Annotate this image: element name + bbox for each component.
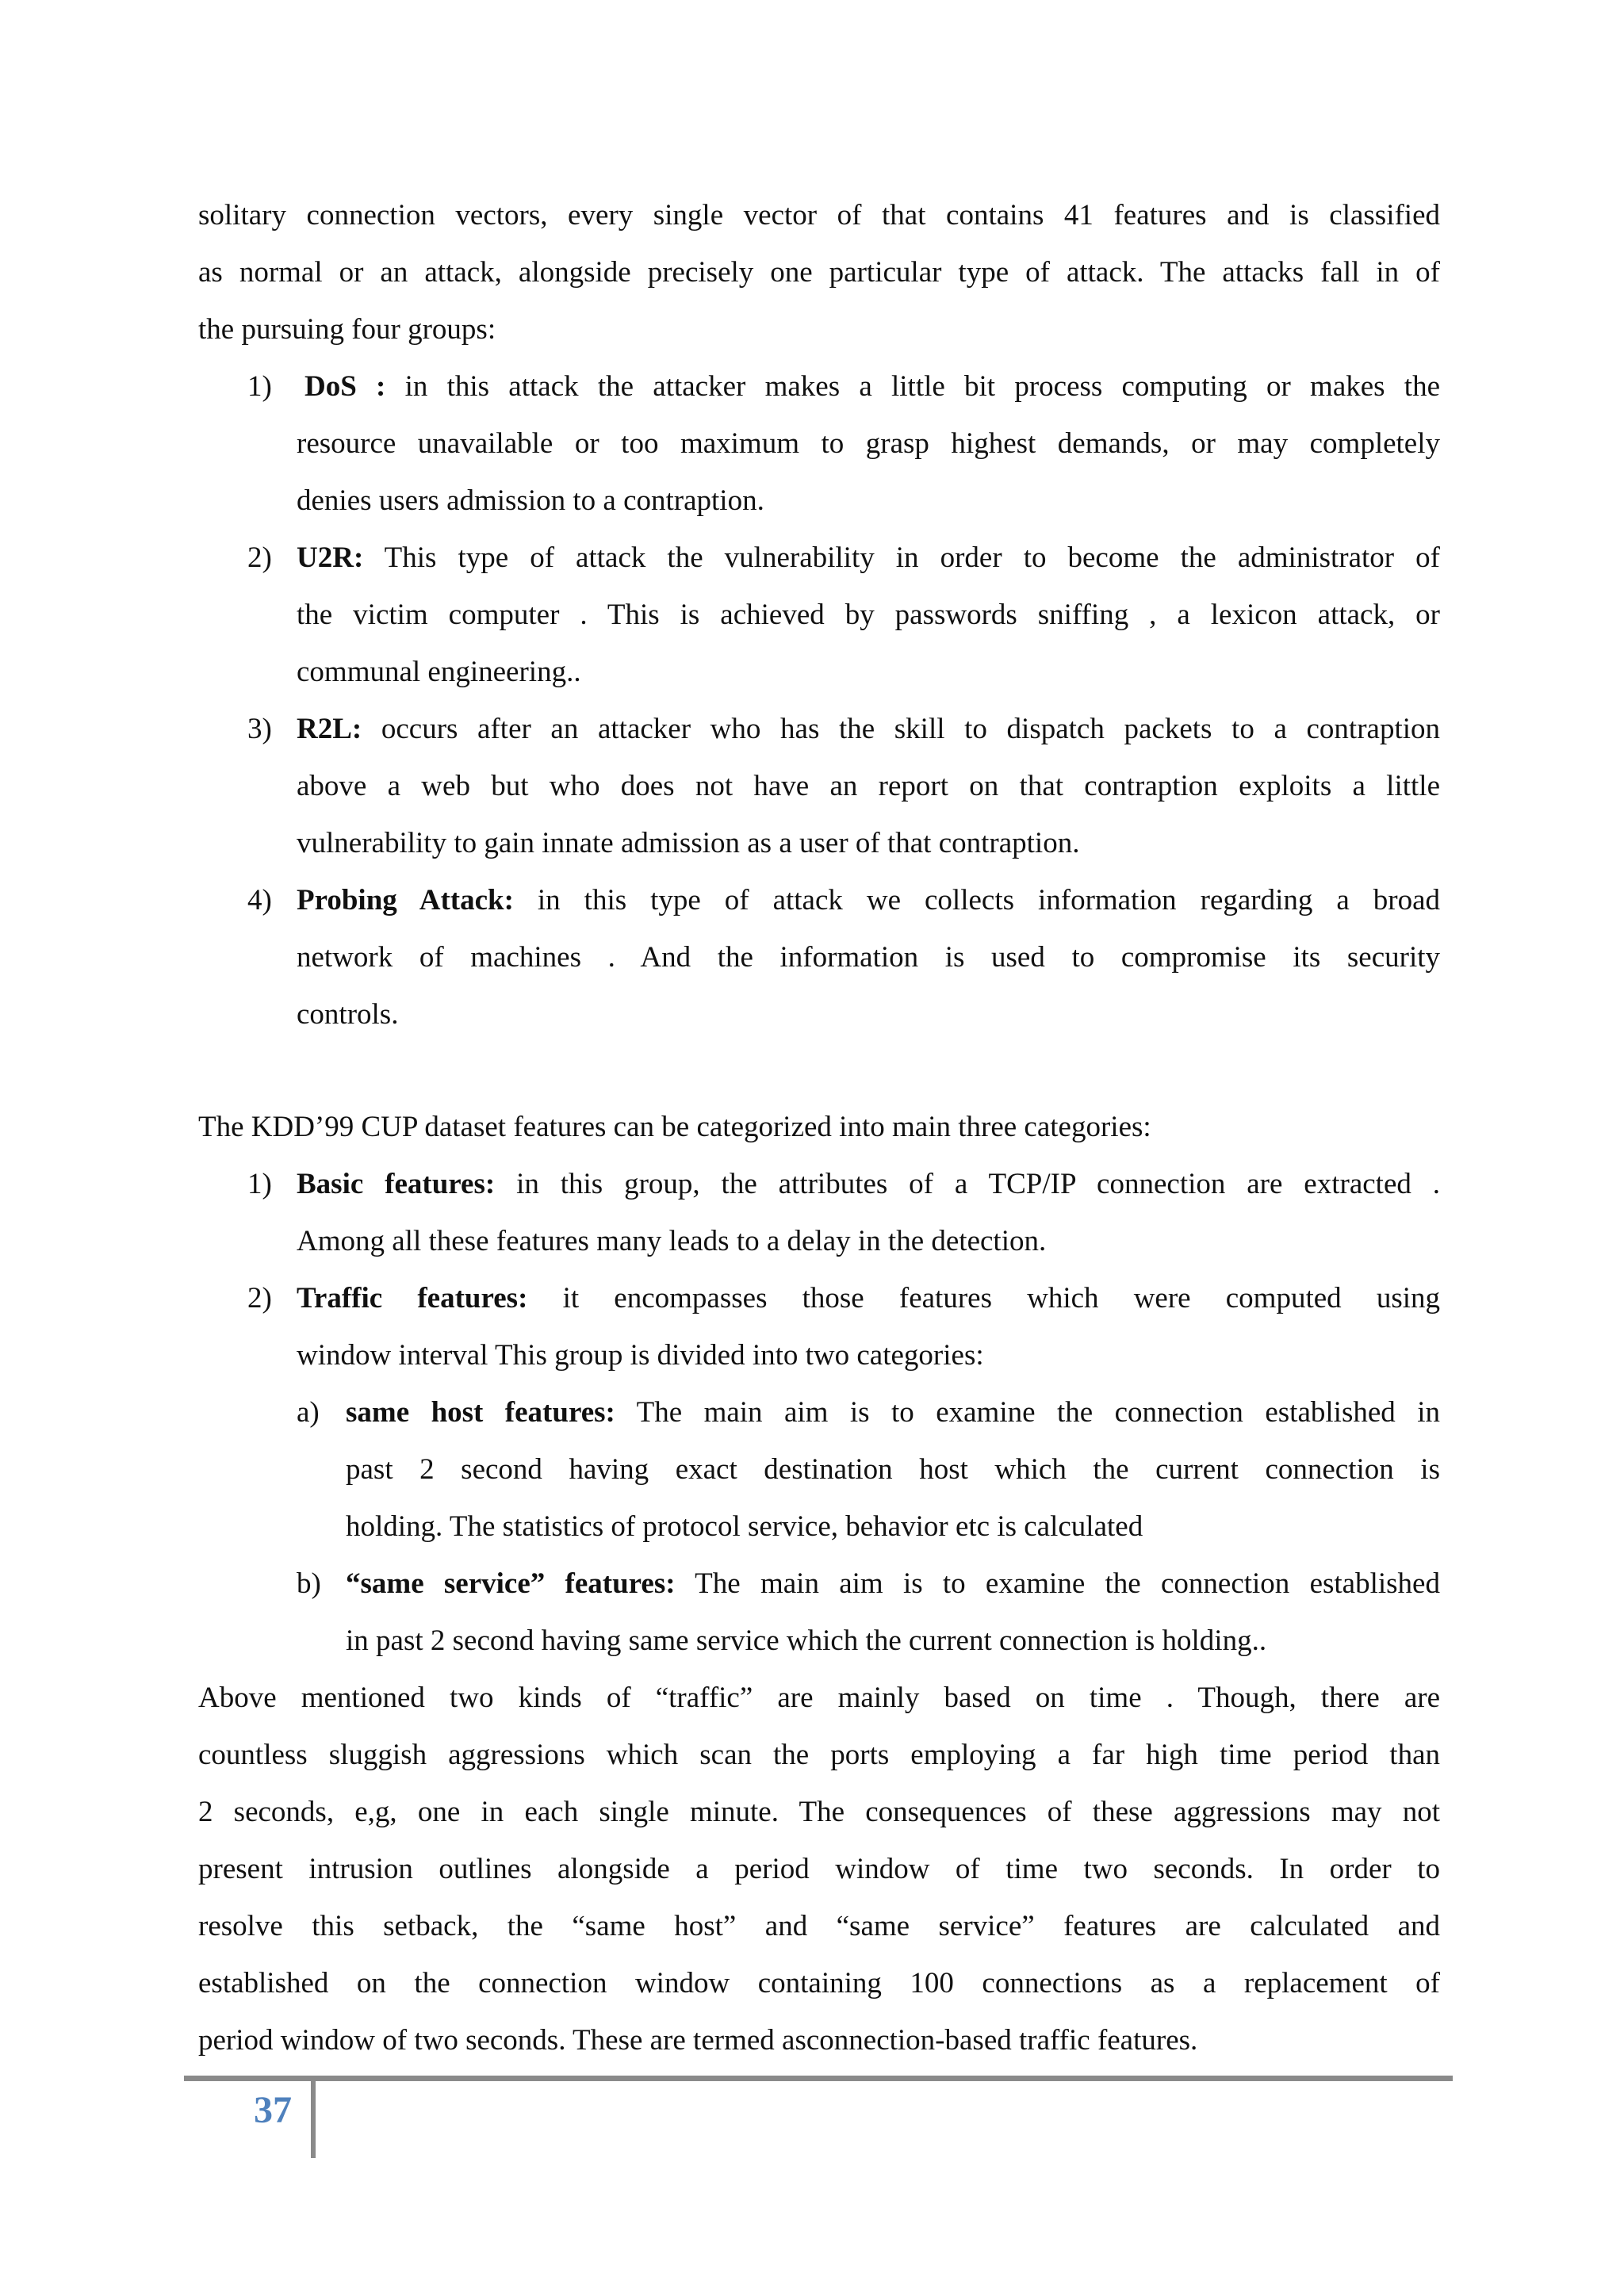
closing-line-5: resolve this setback, the “same host” and “same service” features are calculated and xyxy=(198,1910,1440,1942)
footer-rule xyxy=(184,2076,1453,2081)
attack-1-title: DoS : xyxy=(304,370,386,403)
attack-4-number: 4) xyxy=(247,884,272,916)
attack-4-title: Probing Attack: xyxy=(297,884,514,916)
attack-3-title: R2L: xyxy=(297,713,362,745)
attack-4-line-3: controls. xyxy=(297,998,399,1031)
subcategory-a-line-3: holding. The statistics of protocol service, behavior etc is calculated xyxy=(346,1510,1143,1543)
category-2-text: it encompasses those features which were computed using xyxy=(562,1282,1441,1314)
category-2-line-2: window interval This group is divided into two categories: xyxy=(297,1339,984,1372)
attack-1-line-1 xyxy=(304,369,1440,404)
attack-2-title: U2R: xyxy=(297,541,364,574)
closing-line-4: present intrusion outlines alongside a period window of time two seconds. In order to xyxy=(198,1853,1440,1885)
attack-4-text: in this type of attack we collects information regarding a broad xyxy=(537,884,1441,916)
category-2-title: Traffic features: xyxy=(297,1282,528,1314)
subcategory-a-line-2: past 2 second having exact destination host which the current connection is xyxy=(346,1453,1440,1486)
attack-4-line-1 xyxy=(297,883,1440,918)
attack-1-line-2: resource unavailable or too maximum to grasp highest demands, or may completely xyxy=(297,427,1440,460)
category-1-line-1 xyxy=(297,1167,1440,1202)
subcategory-a-line-1 xyxy=(346,1395,1440,1430)
attack-1-number: 1) xyxy=(247,370,272,403)
footer-vertical-rule xyxy=(311,2080,316,2158)
attack-3-line-2: above a web but who does not have an report on that contraption exploits a little xyxy=(297,770,1440,802)
attack-2-number: 2) xyxy=(247,541,272,574)
attack-3-text: occurs after an attacker who has the skill to dispatch packets to a contraption xyxy=(381,713,1440,745)
subcategory-a-title: same host features: xyxy=(346,1396,615,1429)
intro-line-2: as normal or an attack, alongside precisely one particular type of attack. The attacks fall in of xyxy=(198,256,1440,289)
subcategory-b-text: The main aim is to examine the connection established xyxy=(695,1567,1440,1600)
attack-3-number: 3) xyxy=(247,713,272,745)
attack-2-text: This type of attack the vulnerability in order to become the administrator of xyxy=(384,541,1440,574)
subcategory-b-line-2: in past 2 second having same service which the current connection is holding.. xyxy=(346,1624,1267,1657)
attack-3-line-3: vulnerability to gain innate admission as a user of that contraption. xyxy=(297,827,1080,859)
closing-line-3: 2 seconds, e,g, one in each single minute. The consequences of these aggressions may not xyxy=(198,1796,1440,1828)
page-number: 37 xyxy=(254,2089,292,2131)
attack-1-line-3: denies users admission to a contraption. xyxy=(297,484,764,517)
closing-line-1: Above mentioned two kinds of “traffic” are mainly based on time . Though, there are xyxy=(198,1682,1440,1714)
attack-1-text: in this attack the attacker makes a little bit process computing or makes the xyxy=(404,370,1441,403)
closing-line-7: period window of two seconds. These are termed asconnection-based traffic features. xyxy=(198,2024,1198,2057)
intro-line-1: solitary connection vectors, every single vector of that contains 41 features and is classified xyxy=(198,199,1440,232)
kdd-intro: The KDD’99 CUP dataset features can be categorized into main three categories: xyxy=(198,1111,1151,1143)
closing-line-6: established on the connection window containing 100 connections as a replacement of xyxy=(198,1967,1440,1999)
attack-2-line-3: communal engineering.. xyxy=(297,656,581,688)
category-2-line-1 xyxy=(297,1281,1440,1316)
attack-2-line-1 xyxy=(297,541,1440,576)
attack-4-line-2: network of machines . And the information is used to compromise its security xyxy=(297,941,1440,974)
category-1-number: 1) xyxy=(247,1168,272,1200)
category-1-line-2: Among all these features many leads to a delay in the detection. xyxy=(297,1225,1047,1257)
category-2-number: 2) xyxy=(247,1282,272,1314)
category-1-title: Basic features: xyxy=(297,1168,496,1200)
subcategory-b-number: b) xyxy=(297,1567,321,1600)
subcategory-b-line-1 xyxy=(346,1567,1440,1601)
attack-3-line-1 xyxy=(297,712,1440,747)
attack-2-line-2: the victim computer . This is achieved by passwords sniffing , a lexicon attack, or xyxy=(297,599,1440,631)
category-1-text: in this group, the attributes of a TCP/IP connection are extracted . xyxy=(516,1168,1441,1200)
subcategory-a-text: The main aim is to examine the connection established in xyxy=(636,1396,1440,1429)
intro-line-3: the pursuing four groups: xyxy=(198,313,496,346)
subcategory-a-number: a) xyxy=(297,1396,320,1429)
closing-line-2: countless sluggish aggressions which scan the ports employing a far high time period than xyxy=(198,1739,1440,1771)
subcategory-b-title: “same service” features: xyxy=(346,1567,676,1600)
